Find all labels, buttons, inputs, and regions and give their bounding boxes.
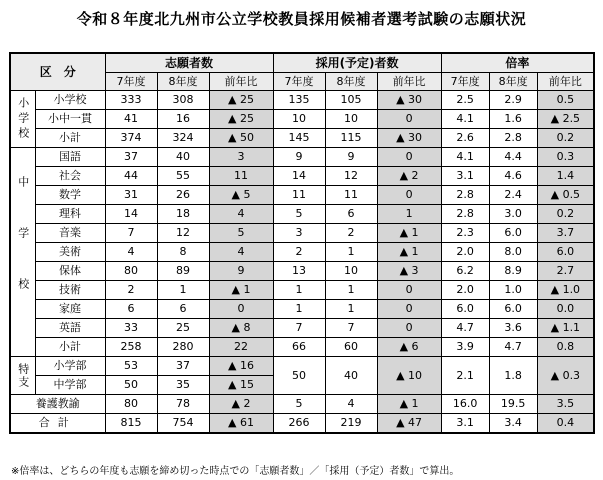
applicants-y8: 6 (157, 300, 209, 319)
hires-y7: 135 (273, 91, 325, 110)
hires-y7: 66 (273, 338, 325, 357)
ratio-diff: 0.0 (537, 300, 594, 319)
ratio-y7: 4.1 (441, 110, 489, 129)
applicants-y7: 31 (105, 186, 157, 205)
hires-y8: 1 (325, 243, 377, 262)
ratio-header: 倍率 (441, 53, 594, 73)
applicants-y7: 53 (105, 357, 157, 376)
hires-diff: ▲ 47 (377, 414, 441, 434)
applicants-y7: 374 (105, 129, 157, 148)
ratio-y7: 3.1 (441, 414, 489, 434)
ratio-y8: 1.8 (489, 357, 537, 395)
table-row (10, 338, 594, 357)
hires-y8: 12 (325, 167, 377, 186)
hires-y7: 13 (273, 262, 325, 281)
applicants-y7: 44 (105, 167, 157, 186)
page-title: 令和８年度北九州市公立学校教員採用候補者選考試験の志願状況 (76, 10, 527, 28)
applicants-y8: 12 (157, 224, 209, 243)
ratio-diff-header: 前年比 (537, 73, 594, 91)
hires-y8: 40 (325, 357, 377, 395)
hires-y8: 2 (325, 224, 377, 243)
ratio-y8: 19.5 (489, 395, 537, 414)
applicants-y7-header: 7年度 (105, 73, 157, 91)
row-label: 数学 (35, 186, 105, 205)
hires-y8: 9 (325, 148, 377, 167)
row-label: 国語 (35, 148, 105, 167)
applicants-y7: 41 (105, 110, 157, 129)
ratio-diff: 2.7 (537, 262, 594, 281)
ratio-y8: 3.6 (489, 319, 537, 338)
hires-y8: 10 (325, 110, 377, 129)
category-special: 特支 (10, 357, 35, 395)
hires-diff: 1 (377, 205, 441, 224)
applicants-diff: ▲ 50 (209, 129, 273, 148)
applicants-diff: ▲ 8 (209, 319, 273, 338)
ratio-y7: 4.1 (441, 148, 489, 167)
category-junior-high: 中学校 (10, 148, 35, 357)
applicants-y8: 25 (157, 319, 209, 338)
hires-diff: ▲ 6 (377, 338, 441, 357)
applicants-y7: 2 (105, 281, 157, 300)
table-row (10, 129, 594, 148)
ratio-diff: 3.5 (537, 395, 594, 414)
applicants-y8: 280 (157, 338, 209, 357)
hires-y8: 105 (325, 91, 377, 110)
row-label: 保体 (35, 262, 105, 281)
hires-y8: 4 (325, 395, 377, 414)
applicants-y8: 324 (157, 129, 209, 148)
hires-diff: ▲ 30 (377, 129, 441, 148)
ratio-diff: 0.5 (537, 91, 594, 110)
footnote: ※倍率は、どちらの年度も志願を締め切った時点での「志願者数」／「採用（予定）者数」で算出。 (11, 466, 460, 477)
applicants-y7: 50 (105, 376, 157, 395)
applicants-y8: 55 (157, 167, 209, 186)
category-yogo: 養護教諭 (10, 395, 105, 414)
ratio-y7: 3.1 (441, 167, 489, 186)
row-label: 音楽 (35, 224, 105, 243)
applicants-y7: 258 (105, 338, 157, 357)
ratio-y8-header: 8年度 (489, 73, 537, 91)
hires-y8-header: 8年度 (325, 73, 377, 91)
ratio-diff: 1.4 (537, 167, 594, 186)
row-label: 理科 (35, 205, 105, 224)
hires-y7: 11 (273, 186, 325, 205)
hires-y7: 266 (273, 414, 325, 434)
table-row-total (10, 414, 594, 434)
ratio-diff: 0.3 (537, 148, 594, 167)
ratio-diff: ▲ 1.1 (537, 319, 594, 338)
applicants-y8: 78 (157, 395, 209, 414)
applicants-diff: ▲ 16 (209, 357, 273, 376)
applicants-diff: 4 (209, 243, 273, 262)
ratio-diff: 0.2 (537, 129, 594, 148)
applicants-y7: 80 (105, 395, 157, 414)
applicants-diff-header: 前年比 (209, 73, 273, 91)
hires-y8: 11 (325, 186, 377, 205)
table-row (10, 110, 594, 129)
category-header: 区 分 (10, 53, 105, 91)
ratio-y8: 1.0 (489, 281, 537, 300)
hires-y7: 5 (273, 395, 325, 414)
applicants-y7: 14 (105, 205, 157, 224)
applicants-diff: ▲ 61 (209, 414, 273, 434)
applicants-y7: 33 (105, 319, 157, 338)
applicants-diff: 9 (209, 262, 273, 281)
ratio-y8: 4.6 (489, 167, 537, 186)
header-row-groups (10, 53, 594, 73)
ratio-y8: 2.4 (489, 186, 537, 205)
hires-y8: 60 (325, 338, 377, 357)
hires-diff: ▲ 1 (377, 224, 441, 243)
applicants-diff: 22 (209, 338, 273, 357)
applicants-diff: ▲ 2 (209, 395, 273, 414)
hires-y8: 10 (325, 262, 377, 281)
applicants-y8: 89 (157, 262, 209, 281)
table-row (10, 300, 594, 319)
row-label: 英語 (35, 319, 105, 338)
ratio-y7-header: 7年度 (441, 73, 489, 91)
table-row (10, 395, 594, 414)
table-row (10, 167, 594, 186)
ratio-y8: 6.0 (489, 300, 537, 319)
category-elementary: 小学校 (10, 91, 35, 148)
hires-y8: 6 (325, 205, 377, 224)
hires-diff: ▲ 2 (377, 167, 441, 186)
ratio-y7: 6.2 (441, 262, 489, 281)
hires-diff-header: 前年比 (377, 73, 441, 91)
hires-y7-header: 7年度 (273, 73, 325, 91)
ratio-y8: 2.9 (489, 91, 537, 110)
applicants-y8: 308 (157, 91, 209, 110)
ratio-y8: 6.0 (489, 224, 537, 243)
ratio-y8: 1.6 (489, 110, 537, 129)
row-label: 小計 (35, 129, 105, 148)
hires-y7: 9 (273, 148, 325, 167)
hires-y7: 1 (273, 281, 325, 300)
hires-y7: 3 (273, 224, 325, 243)
ratio-y8: 8.0 (489, 243, 537, 262)
hires-y8: 1 (325, 300, 377, 319)
ratio-y8: 4.7 (489, 338, 537, 357)
applicants-y7: 7 (105, 224, 157, 243)
applicants-y8: 26 (157, 186, 209, 205)
applicants-diff: 3 (209, 148, 273, 167)
ratio-diff: ▲ 0.3 (537, 357, 594, 395)
hires-y7: 10 (273, 110, 325, 129)
hires-y7: 145 (273, 129, 325, 148)
applicants-y8: 40 (157, 148, 209, 167)
category-total: 合計 (10, 414, 105, 434)
ratio-y7: 2.3 (441, 224, 489, 243)
hires-diff: 0 (377, 281, 441, 300)
ratio-y7: 16.0 (441, 395, 489, 414)
table-row (10, 205, 594, 224)
applicants-y8: 1 (157, 281, 209, 300)
ratio-y7: 2.5 (441, 91, 489, 110)
ratio-y8: 8.9 (489, 262, 537, 281)
row-label: 小計 (35, 338, 105, 357)
hires-y8: 115 (325, 129, 377, 148)
table-row (10, 243, 594, 262)
hires-diff: 0 (377, 148, 441, 167)
row-label: 美術 (35, 243, 105, 262)
table-row (10, 281, 594, 300)
hires-diff: ▲ 30 (377, 91, 441, 110)
ratio-diff: 6.0 (537, 243, 594, 262)
ratio-y7: 2.0 (441, 243, 489, 262)
ratio-diff: 0.2 (537, 205, 594, 224)
applicants-y7: 4 (105, 243, 157, 262)
hires-y8: 7 (325, 319, 377, 338)
row-label: 小中一貫 (35, 110, 105, 129)
ratio-diff: 3.7 (537, 224, 594, 243)
table-row (10, 262, 594, 281)
applicants-y7: 333 (105, 91, 157, 110)
applicants-y8: 37 (157, 357, 209, 376)
ratio-y8: 2.8 (489, 129, 537, 148)
applicants-diff: ▲ 5 (209, 186, 273, 205)
hires-y7: 14 (273, 167, 325, 186)
hires-diff: ▲ 1 (377, 243, 441, 262)
hires-diff: ▲ 3 (377, 262, 441, 281)
hires-diff: 0 (377, 186, 441, 205)
applicants-diff: 5 (209, 224, 273, 243)
table-row (10, 224, 594, 243)
ratio-y8: 3.4 (489, 414, 537, 434)
applicants-diff: 11 (209, 167, 273, 186)
table-row (10, 186, 594, 205)
hires-y7: 5 (273, 205, 325, 224)
applicants-y8: 35 (157, 376, 209, 395)
applicants-y7: 80 (105, 262, 157, 281)
applicants-y8: 8 (157, 243, 209, 262)
hires-y7: 7 (273, 319, 325, 338)
hires-y7: 2 (273, 243, 325, 262)
applicants-diff: 4 (209, 205, 273, 224)
hires-header: 採用(予定)者数 (273, 53, 441, 73)
applicants-y7: 37 (105, 148, 157, 167)
row-label: 小学校 (35, 91, 105, 110)
applicants-y8-header: 8年度 (157, 73, 209, 91)
hires-y7: 1 (273, 300, 325, 319)
ratio-y7: 6.0 (441, 300, 489, 319)
ratio-y7: 4.7 (441, 319, 489, 338)
applicants-y8: 16 (157, 110, 209, 129)
ratio-diff: ▲ 1.0 (537, 281, 594, 300)
ratio-y7: 2.1 (441, 357, 489, 395)
ratio-diff: 0.8 (537, 338, 594, 357)
applicants-diff: ▲ 25 (209, 91, 273, 110)
ratio-y7: 2.0 (441, 281, 489, 300)
application-status-table (9, 52, 595, 434)
row-label: 小学部 (35, 357, 105, 376)
ratio-y7: 2.6 (441, 129, 489, 148)
applicants-y8: 18 (157, 205, 209, 224)
applicants-diff: ▲ 25 (209, 110, 273, 129)
applicants-y7: 815 (105, 414, 157, 434)
hires-diff: ▲ 1 (377, 395, 441, 414)
row-label: 家庭 (35, 300, 105, 319)
applicants-diff: ▲ 15 (209, 376, 273, 395)
ratio-diff: ▲ 2.5 (537, 110, 594, 129)
applicants-y7: 6 (105, 300, 157, 319)
hires-diff: 0 (377, 110, 441, 129)
hires-diff: 0 (377, 319, 441, 338)
table-row (10, 148, 594, 167)
hires-y8: 1 (325, 281, 377, 300)
table-row (10, 91, 594, 110)
hires-diff: ▲ 10 (377, 357, 441, 395)
ratio-y7: 3.9 (441, 338, 489, 357)
hires-diff: 0 (377, 300, 441, 319)
applicants-y8: 754 (157, 414, 209, 434)
hires-y7: 50 (273, 357, 325, 395)
ratio-y8: 4.4 (489, 148, 537, 167)
table-row (10, 357, 594, 376)
ratio-y8: 3.0 (489, 205, 537, 224)
row-label: 社会 (35, 167, 105, 186)
table-row (10, 319, 594, 338)
ratio-diff: 0.4 (537, 414, 594, 434)
applicants-diff: ▲ 1 (209, 281, 273, 300)
applicants-diff: 0 (209, 300, 273, 319)
ratio-y7: 2.8 (441, 205, 489, 224)
ratio-y7: 2.8 (441, 186, 489, 205)
ratio-diff: ▲ 0.5 (537, 186, 594, 205)
applicants-header: 志願者数 (105, 53, 273, 73)
row-label: 技術 (35, 281, 105, 300)
row-label: 中学部 (35, 376, 105, 395)
hires-y8: 219 (325, 414, 377, 434)
